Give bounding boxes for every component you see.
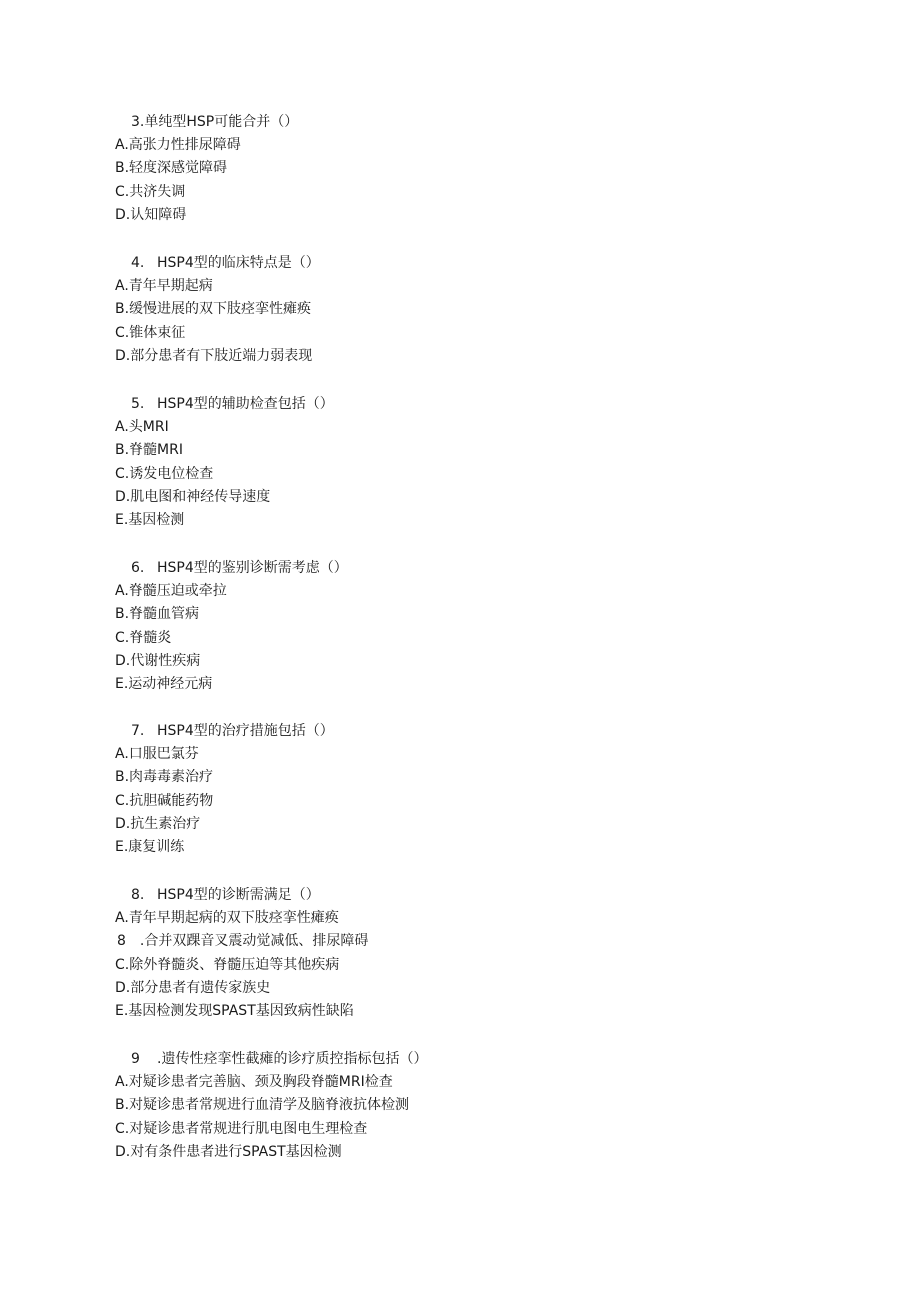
option-d: D.肌电图和神经传导速度 [115,488,271,505]
question-text: HSP4型的临床特点是（） [157,255,320,271]
option-a: A.对疑诊患者完善脑、颈及胸段脊髓MRI检查 [115,1074,393,1091]
option-e: E.基因检测 [115,511,185,528]
question-number: 6. [131,560,145,576]
question-7 [115,720,815,859]
question-4 [115,252,815,368]
option-c: C.除外脊髓炎、脊髓压迫等其他疾病 [115,956,340,973]
option-c: C.抗胆碱能药物 [115,792,214,809]
question-number: 8. [131,887,145,903]
question-text: .遗传性痉挛性截瘫的诊疗质控指标包括（） [157,1051,428,1067]
option-c: C.共济失调 [115,183,186,200]
option-d: D.部分患者有遗传家族史 [115,979,271,996]
option-b: B.肉毒毒素治疗 [115,769,214,786]
option-d: D.代谢性疾病 [115,652,201,669]
question-text: HSP4型的治疗措施包括（） [157,723,334,739]
question-number: 7. [131,723,145,739]
question-3 [115,111,815,227]
question-stem [115,1048,815,1071]
question-6 [115,557,815,696]
option-a: A.青年早期起病 [115,278,213,295]
question-text: 单纯型HSP可能合并（） [144,114,299,130]
option-d: D.部分患者有下肢近端力弱表现 [115,347,313,364]
option-c: C.对疑诊患者常规进行肌电图电生理检查 [115,1120,368,1137]
option-a: A.头MRI [115,419,169,436]
question-number: 3. [131,114,145,130]
option-d: D.认知障碍 [115,206,187,223]
option-d: D.抗生素治疗 [115,815,201,832]
option-e: E.基因检测发现SPAST基因致病性缺陷 [115,1002,354,1019]
question-stem [115,393,815,416]
option-b: B.缓慢进展的双下肢痉挛性瘫痪 [115,301,312,318]
option-b: B.脊髓血管病 [115,606,200,623]
option-d: D.对有条件患者进行SPAST基因检测 [115,1143,342,1160]
option-a: A.脊髓压迫或牵拉 [115,583,227,600]
question-8 [115,884,815,1023]
question-9 [115,1048,815,1164]
question-text: HSP4型的鉴别诊断需考虑（） [157,560,348,576]
question-stem [115,252,815,275]
option-a: A.口服巴氯芬 [115,746,199,763]
question-number: 5. [131,396,145,412]
question-text: HSP4型的辅助检查包括（） [157,396,334,412]
option-c: C.锥体束征 [115,324,186,341]
question-stem [115,557,815,580]
option-e: E.运动神经元病 [115,675,213,692]
option-c: C.诱发电位检查 [115,465,214,482]
option-b: B.脊髓MRI [115,442,183,459]
question-5 [115,393,815,532]
option-b: 8 .合并双踝音叉震动觉减低、排尿障碍 [117,933,369,950]
option-b: B.轻度深感觉障碍 [115,160,228,177]
option-a: A.高张力性排尿障碍 [115,137,241,154]
question-number: 9 [131,1051,140,1067]
question-stem [115,720,815,743]
option-c: C.脊髓炎 [115,629,172,646]
question-stem [115,884,815,907]
question-number: 4. [131,255,145,271]
option-b: B.对疑诊患者常规进行血清学及脑脊液抗体检测 [115,1097,410,1114]
option-e: E.康复训练 [115,838,185,855]
question-stem [115,111,815,134]
question-text: HSP4型的诊断需满足（） [157,887,320,903]
option-a: A.青年早期起病的双下肢痉挛性瘫痪 [115,910,339,927]
